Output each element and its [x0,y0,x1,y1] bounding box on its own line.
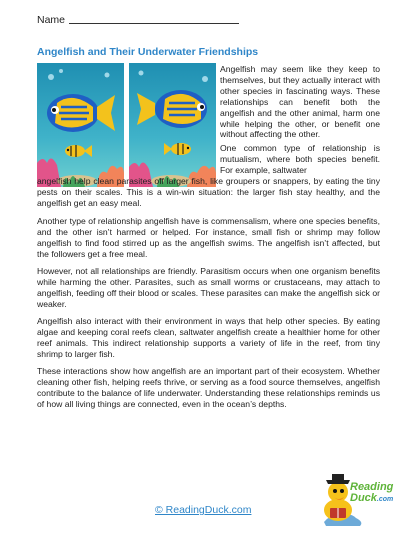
angelfish-reef-illustration [37,63,216,187]
paragraph-environment: Angelfish also interact with their environment in ways that help other species. By eating algae and keeping coral reefs clean, saltwater angelfish create a healthier home for other reef animals. This indirect relationship supports a variety of life in the reef, from tiny shrimp to larger fish. [37,316,380,359]
logo-word-reading: Reading [350,481,394,493]
paragraph-mutualism-end: angelfish help clean parasites off larger fish, like groupers or snappers, by eating the tiny pests on their scales. This is a win-win situation: the larger fish stay healthy, and the angelfish get an easy meal. [37,176,380,208]
readingduck-link[interactable]: © ReadingDuck.com [155,504,252,516]
left-panel [37,63,124,187]
reading-duck-logo [320,470,394,528]
paragraph-mutualism-start: One common type of relationship is mutualism, where both species benefit. For example, saltwater [220,143,380,175]
name-label: Name [37,14,66,26]
paragraph-intro: Angelfish may seem like they keep to themselves, but they actually interact with other species in fascinating ways. These relationships can benefit both the angelfish and the other animal, harm one while helping the other, or benefit one without affecting the other. [220,64,380,140]
paragraph-conclusion: These interactions show how angelfish are an important part of their ecosystem. Whether cleaning other fish, helping reefs thrive, or serving as a food source themselves, angelfish contribute to the balance of life underwater. Understanding these relationships reminds us of how all living things are connected, even in the ocean’s depths. [37,366,380,409]
name-line[interactable] [69,23,239,24]
name-field[interactable] [37,14,239,26]
right-panel [129,63,216,187]
paragraph-parasitism: However, not all relationships are friendly. Parasitism occurs when one organism benefits while harming the other. Parasites, such as small worms or crustaceans, may attach to angelfish, feeding off their blood or scales. These parasites can make the angelfish sick or weaker. [37,266,380,309]
logo-word-duck: Duck [350,492,377,504]
worksheet-title: Angelfish and Their Underwater Friendships [37,46,259,58]
paragraph-commensalism: Another type of relationship angelfish have is commensalism, where one species benefits, and the other isn’t harmed or helped. For instance, small fish or shrimp may follow angelfish to find food stirred up as the angelfish swims. The angelfish isn’t affected, but the followers get a free meal. [37,216,380,259]
logo-suffix: .com [376,496,394,503]
